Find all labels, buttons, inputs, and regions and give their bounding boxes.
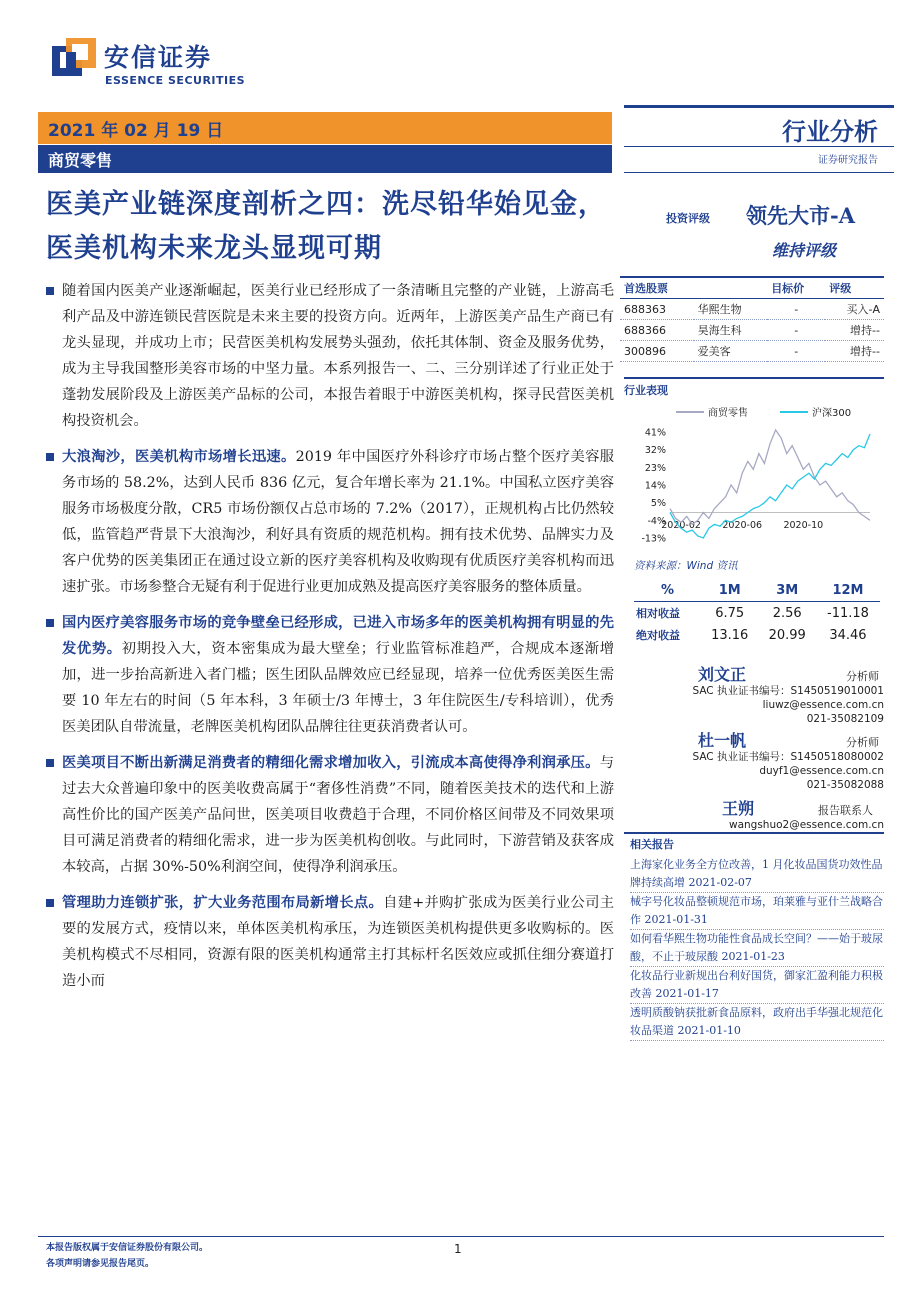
paragraph: 国内医疗美容服务市场的竞争壁垒已经形成，已进入市场多年的医美机构拥有明显的先发优势。初期投入大，资本密集成为最大壁垒；行业监管标准趋严，合规成本逐渐增加，进一步抬高新进入者门槛；医生团队品牌效应已经显现，培养一位优秀医美医生需要 10 年左右的时间（5 年本科，3 年硕士/3 年博士，3 年住院医生/专科培训），优秀医美团队自带流量，老牌医美机构团队品牌往往更获消费者认可。 [46,610,614,740]
bullet-icon [46,619,54,627]
y-tick-label: 23% [644,462,666,474]
col-header: 12M [816,580,880,602]
related-report-item[interactable]: 化妆品行业新规出台利好国货，御家汇盈利能力积极改善 2021-01-17 [630,967,884,1004]
page-number: 1 [454,1242,462,1256]
series-line [670,430,870,524]
paragraph: 管理助力连锁扩张，扩大业务范围布局新增长点。自建+并购扩张成为医美行业公司主要的发展方式，疫情以来，单体医美机构承压，为连锁医美机构提供更多收购标的。医美机构模式不尽相同，资源有限的医美机构通常主打其标杆名医效应或抓住细分赛道打造小而 [46,890,614,994]
y-tick-label: 41% [644,427,666,439]
bullet-icon [46,899,54,907]
y-tick-label: 14% [644,480,666,492]
related-reports-list [630,856,884,1041]
footer-divider [38,1236,884,1237]
sector-name: 商贸零售 [48,151,113,170]
y-tick-label: -4% [647,515,666,527]
report-type: 行业分析 [782,117,878,146]
email-link[interactable]: liuwz@essence.com.cn [762,699,884,711]
bullet-icon [46,453,54,461]
col-header: 评级 [825,277,884,299]
report-title: 医美产业链深度剖析之四：洗尽铅华始见金，医美机构未来龙头显现可期 [46,189,606,264]
report-date: 2021 年 02 月 19 日 [48,121,224,141]
y-tick-label: 5% [650,498,666,510]
report-subtype: 证券研究报告 [818,155,878,166]
col-header [694,277,768,299]
related-report-item[interactable]: 械字号化妆品整顿规范市场，珀莱雅与亚什兰战略合作 2021-01-31 [630,893,884,930]
contact-name: 王朔 [722,799,755,818]
x-tick-label: 2020-06 [722,520,763,531]
contact-info [634,818,884,832]
table-header-row [620,277,884,299]
table-row: 300896 爱美客 - 增持-- [620,341,884,362]
rating-value: 领先大市-A [746,203,856,228]
email-link[interactable]: wangshuo2@essence.com.cn [728,819,884,831]
table-header-row [634,580,880,602]
analyst-role: 分析师 [846,670,879,683]
rating-label: 投资评级 [666,212,710,225]
preferred-stocks-table [620,276,884,362]
table-row: 相对收益 6.75 2.56 -11.18 [636,605,869,621]
paragraph: 大浪淘沙，医美机构市场增长迅速。2019 年中国医疗外科诊疗市场占整个医疗美容服务市场的 58.2%，达到人民币 836 亿元，复合年增长率为 21.1%。中国私立医疗美容服务市场极度分散，CR5 市场份额仅占总市场的 7.2%（2017），正规机构占比仍然较低，监管趋严背景下大浪淘沙，利好具有资质的规范机构。拥有技术优势、品牌实力及客户优势的医美集团正在通过设立新的医疗美容机构及收购现有优质医疗美容机构而迅速扩张。市场参整合无疑有利于促进行业更加成熟及提高医疗美容服务的整体质量。 [46,444,614,600]
col-header: 目标价 [767,277,825,299]
col-header: 3M [758,580,815,602]
disclaimer-note: 各项声明请参见报告尾页。 [46,1259,155,1269]
returns-table [634,580,880,646]
performance-label: 行业表现 [624,384,668,397]
performance-chart [620,398,882,548]
rating-sub: 维持评级 [772,241,837,260]
divider [624,172,894,173]
logo-text-en: ESSENCE SECURITIES [105,74,246,87]
paragraph: 随着国内医美产业逐渐崛起，医美行业已经形成了一条清晰且完整的产业链，上游高毛利产品及中游连锁民营医院是未来主要的投资方向。近两年，上游医美产品生产商已有龙头显现，并成功上市；民营医美机构发展势头强劲，依托其体制、资金及服务优势，成为主导我国整形美容市场的中坚力量。本系列报告一、二、三分别详述了行业正处于蓬勃发展阶段及上游医美产品标的公司，本报告着眼于中游医美机构，探寻民营医美机构投资机会。 [46,278,614,434]
y-tick-label: 32% [644,445,666,457]
bullet-icon [46,287,54,295]
related-report-item[interactable]: 上海家化业务全方位改善，1 月化妆品国货功效性品牌持续高增 2021-02-07 [630,856,884,893]
analyst-name: 杜一帆 [698,731,747,750]
related-reports-label: 相关报告 [630,838,674,851]
legend-label: 沪深300 [812,408,852,419]
table-row: 绝对收益 13.16 20.99 34.46 [636,627,867,643]
y-tick-label: -13% [641,533,666,545]
divider [624,105,894,108]
bullet-icon [46,759,54,767]
col-header: % [634,580,701,602]
sector-bar [38,145,612,173]
col-header: 1M [701,580,758,602]
col-header: 首选股票 [620,277,694,299]
analyst-info: SAC 执业证书编号：S1450519010001 liuwz@essence.com.cn 021-35082109 [634,684,884,726]
divider [624,146,894,147]
email-link[interactable]: duyf1@essence.com.cn [759,765,884,777]
table-row: 688366 昊海生科 - 增持-- [620,320,884,341]
chart-source: 资料来源：Wind 资讯 [634,560,738,572]
x-tick-label: 2020-10 [783,520,824,531]
legend-label: 商贸零售 [708,408,748,419]
analyst-role: 分析师 [846,736,879,749]
divider [624,377,884,379]
analyst-name: 刘文正 [698,665,747,684]
report-body [46,278,614,1004]
paragraph: 医美项目不断出新满足消费者的精细化需求增加收入，引流成本高使得净利润承压。与过去大众普遍印象中的医美收费高属于“奢侈性消费”不同，随着医美技术的迭代和上游高性价比的国产医美产品问世，医美项目收费趋于合理，不同价格区间带及不同效果项目可满足消费者的精细化需求，进一步为医美机构创收。与此同时，下游营销及获客成本较高，占据 30%-50%利润空间，使得净利润承压。 [46,750,614,880]
copyright-note: 本报告版权属于安信证券股份有限公司。 [46,1243,209,1253]
divider [624,832,884,834]
related-report-item[interactable]: 如何看华熙生物功能性食品成长空间？——始于玻尿酸，不止于玻尿酸 2021-01-23 [630,930,884,967]
table-row: 688363 华熙生物 - 买入-A [620,299,884,320]
x-tick-label: 2020-02 [661,520,701,531]
logo-text-cn: 安信证券 [104,43,213,72]
contact-role: 报告联系人 [818,804,873,817]
essence-logo-icon [52,38,96,82]
analyst-info: SAC 执业证书编号：S1450518080002 duyf1@essence.com.cn 021-35082088 [634,750,884,792]
related-report-item[interactable]: 透明质酸钠获批新食品原料，政府出手华强北规范化妆品渠道 2021-01-10 [630,1004,884,1041]
